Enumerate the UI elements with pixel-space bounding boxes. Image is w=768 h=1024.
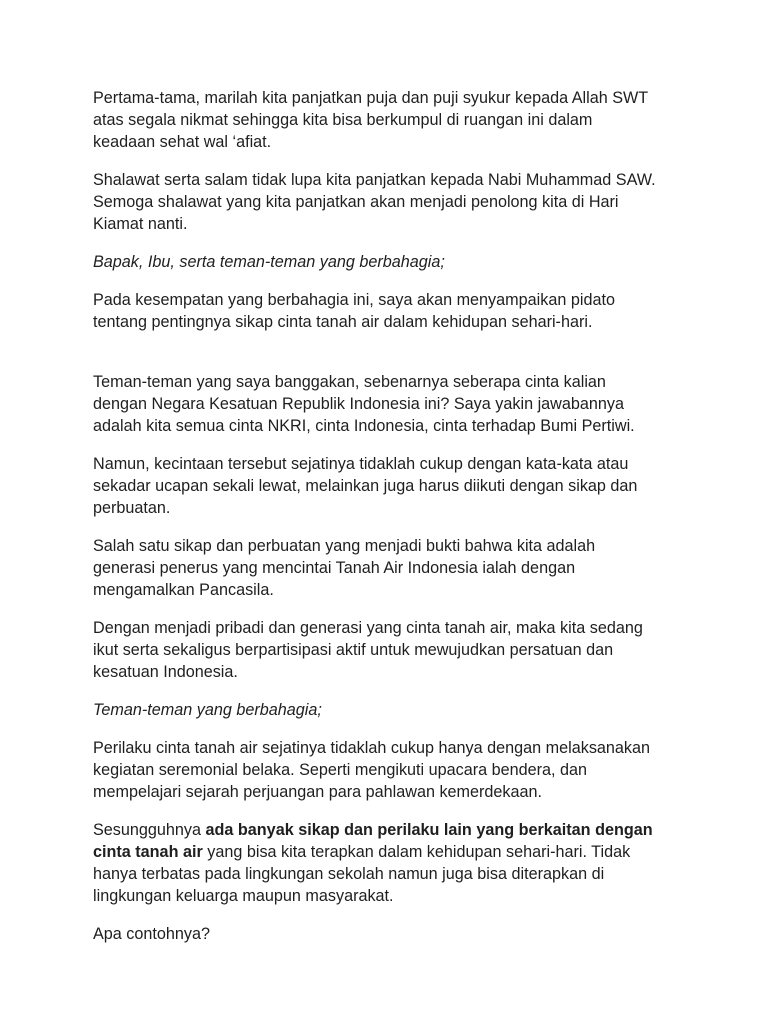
paragraph-shalawat bbox=[93, 169, 708, 235]
text-line: Dengan menjadi pribadi dan generasi yang cinta tanah air, maka kita sedang bbox=[93, 619, 643, 637]
text-line: generasi penerus yang mencintai Tanah Air Indonesia ialah dengan bbox=[93, 559, 576, 577]
text-line: Apa contohnya? bbox=[93, 925, 211, 943]
bold-text-run: cinta tanah air bbox=[93, 843, 203, 861]
text-line: sekadar ucapan sekali lewat, melainkan juga harus diikuti dengan sikap dan bbox=[93, 477, 638, 495]
text-line: lingkungan keluarga maupun masyarakat. bbox=[93, 887, 394, 905]
text-line: mempelajari sejarah perjuangan para pahlawan kemerdekaan. bbox=[93, 783, 543, 801]
text-line: kegiatan seremonial belaka. Seperti mengikuti upacara bendera, dan bbox=[93, 761, 588, 779]
text-line: Teman-teman yang berbahagia; bbox=[93, 701, 322, 719]
text-line: ikut serta sekaligus berpartisipasi aktif untuk mewujudkan persatuan dan bbox=[93, 641, 614, 659]
text-line bbox=[93, 819, 708, 841]
text-run: Sesungguhnya bbox=[93, 821, 206, 839]
text-line: Teman-teman yang saya banggakan, sebenarnya seberapa cinta kalian bbox=[93, 373, 606, 391]
text-line: Pertama-tama, marilah kita panjatkan puja dan puji syukur kepada Allah SWT bbox=[93, 89, 649, 107]
paragraph-pancasila bbox=[93, 535, 708, 601]
paragraph-greeting-friends bbox=[93, 699, 708, 721]
paragraph-greeting bbox=[93, 251, 708, 273]
text-line: Bapak, Ibu, serta teman-teman yang berbahagia; bbox=[93, 253, 445, 271]
paragraph-attitudes bbox=[93, 819, 708, 907]
text-line: atas segala nikmat sehingga kita bisa berkumpul di ruangan ini dalam bbox=[93, 111, 593, 129]
text-line: perbuatan. bbox=[93, 499, 171, 517]
text-line: dengan Negara Kesatuan Republik Indonesia ini? Saya yakin jawabannya bbox=[93, 395, 624, 413]
paragraph-opening bbox=[93, 87, 708, 153]
text-line: Namun, kecintaan tersebut sejatinya tidaklah cukup dengan kata-kata atau bbox=[93, 455, 629, 473]
paragraph-unity bbox=[93, 617, 708, 683]
text-line: adalah kita semua cinta NKRI, cinta Indonesia, cinta terhadap Bumi Pertiwi. bbox=[93, 417, 635, 435]
text-line: Kiamat nanti. bbox=[93, 215, 188, 233]
text-line: hanya terbatas pada lingkungan sekolah namun juga bisa diterapkan di bbox=[93, 865, 605, 883]
text-line: Pada kesempatan yang berbahagia ini, saya akan menyampaikan pidato bbox=[93, 291, 615, 309]
text-line: Shalawat serta salam tidak lupa kita panjatkan kepada Nabi Muhammad SAW. bbox=[93, 171, 656, 189]
text-line: mengamalkan Pancasila. bbox=[93, 581, 274, 599]
text-line: kesatuan Indonesia. bbox=[93, 663, 238, 681]
paragraph-ceremonial bbox=[93, 737, 708, 803]
bold-text-run: ada banyak sikap dan perilaku lain yang berkaitan dengan bbox=[205, 821, 653, 839]
text-run: yang bisa kita terapkan dalam kehidupan sehari-hari. Tidak bbox=[202, 843, 631, 861]
text-line: tentang pentingnya sikap cinta tanah air dalam kehidupan sehari-hari. bbox=[93, 313, 593, 331]
paragraph-introduction bbox=[93, 289, 708, 333]
text-line: Salah satu sikap dan perbuatan yang menjadi bukti bahwa kita adalah bbox=[93, 537, 596, 555]
text-line bbox=[93, 841, 708, 863]
text-line: Perilaku cinta tanah air sejatinya tidaklah cukup hanya dengan melaksanakan bbox=[93, 739, 651, 757]
paragraph-example-question bbox=[93, 923, 708, 945]
paragraph-question bbox=[93, 371, 708, 437]
text-line: Semoga shalawat yang kita panjatkan akan menjadi penolong kita di Hari bbox=[93, 193, 619, 211]
text-line: keadaan sehat wal ‘afiat. bbox=[93, 133, 272, 151]
paragraph-however bbox=[93, 453, 708, 519]
